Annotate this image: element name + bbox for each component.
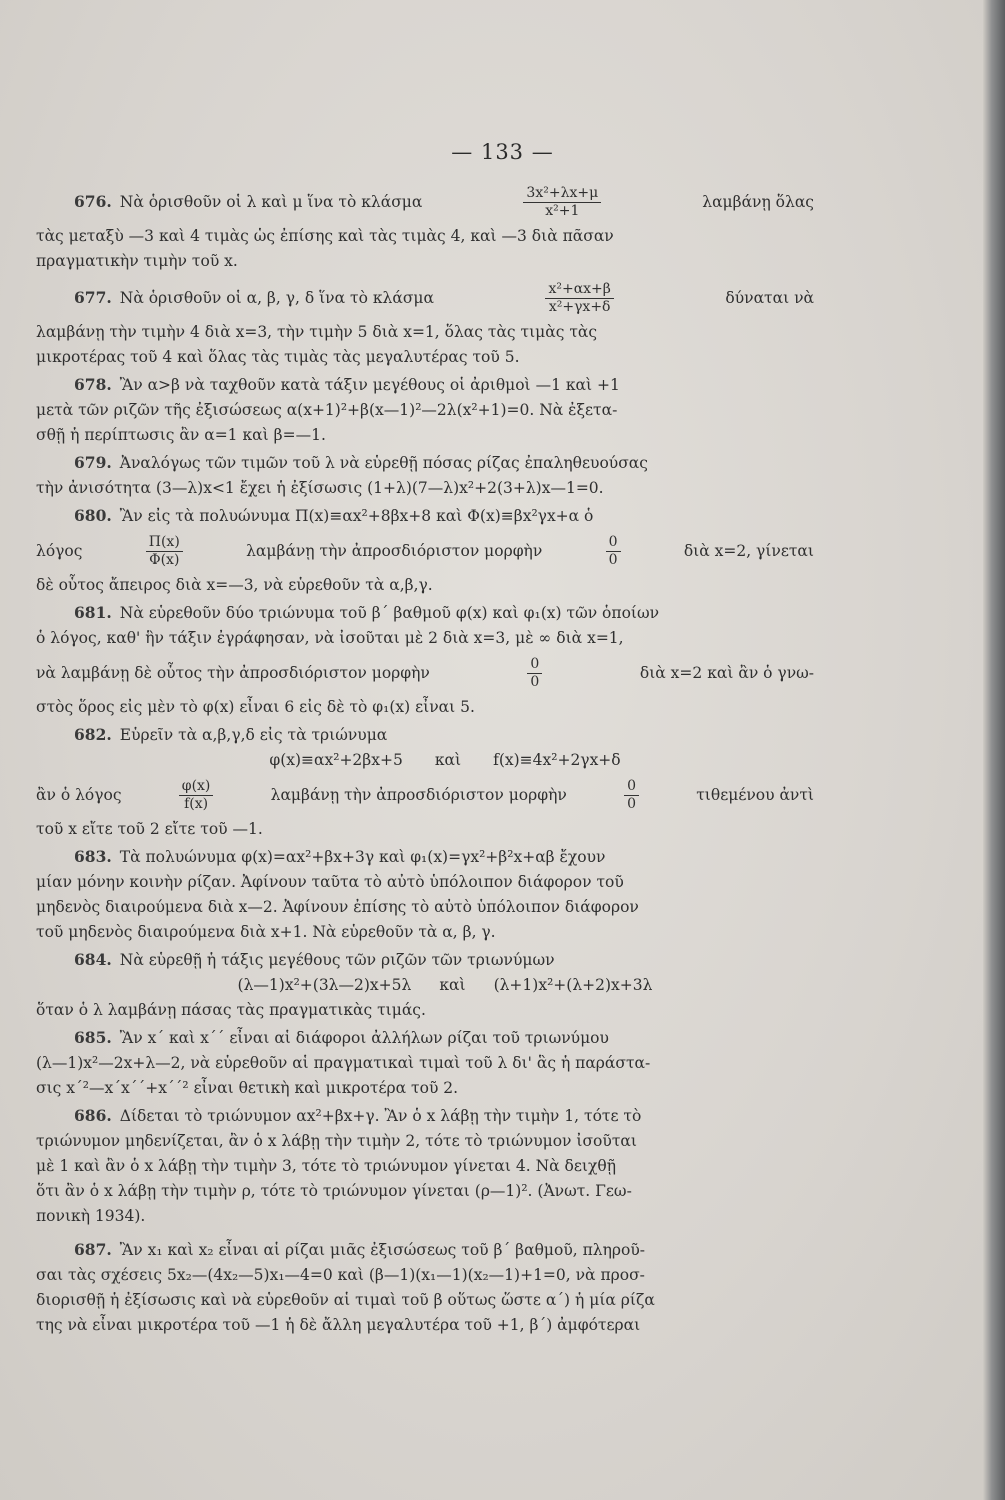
text-line: μετὰ τῶν ριζῶν τῆς ἐξισώσεως α(x+1)²+β(x—1)²—2λ(x²+1)=0. Νὰ ἐξετα- [36, 401, 618, 419]
problem-number: 684. [74, 950, 112, 969]
problem-679 [36, 450, 814, 501]
problem-677 [36, 276, 814, 370]
text-segment: Ἀναλόγως τῶν τιμῶν τοῦ λ νὰ εὑρεθῇ πόσας ρίζας ἐπαληθευούσας [119, 454, 648, 472]
text-segment: καὶ [434, 751, 462, 769]
problem-683 [36, 844, 814, 945]
problem-number: 687. [74, 1240, 112, 1259]
text-line [36, 1237, 814, 1263]
text-line [36, 529, 814, 573]
text-line: ὅτι ἂν ὁ x λάβῃ τὴν τιμὴν ρ, τότε τὸ τριώνυμον γίνεται (ρ—1)². (Ἀνωτ. Γεω- [36, 1182, 632, 1200]
fraction-denominator: f(x) [184, 795, 209, 812]
text-segment: Τὰ πολυώνυμα φ(x)=αx²+βx+3γ καὶ φ₁(x)=γx²+β²x+αβ ἔχουν [119, 848, 606, 866]
text-line: σαι τὰς σχέσεις 5x₂—(4x₂—5)x₁—4=0 καὶ (β—1)(x₁—1)(x₂—1)+1=0, νὰ προσ- [36, 1266, 645, 1284]
text-segment: Νὰ εὑρεθῇ ἡ τάξις μεγέθους τῶν ριζῶν τῶν τριωνύμων [119, 951, 555, 969]
text-line: τριώνυμον μηδενίζεται, ἂν ὁ x λάβῃ τὴν τιμὴν 2, τότε τὸ τριώνυμον ἰσοῦται [36, 1132, 637, 1150]
text-line: στὸς ὅρος εἰς μὲν τὸ φ(x) εἶναι 6 εἰς δὲ τὸ φ₁(x) εἶναι 5. [36, 698, 475, 716]
text-line: διορισθῇ ἡ ἐξίσωσις καὶ νὰ εὑρεθοῦν αἱ τιμαὶ τοῦ β οὕτως ὥστε α΄) ἡ μία ρίζα [36, 1291, 655, 1309]
fraction-denominator: x²+γx+δ [548, 298, 611, 315]
fraction [606, 534, 621, 569]
text-line [36, 1025, 814, 1051]
problem-number: 678. [74, 375, 112, 394]
problem-number: 683. [74, 847, 112, 866]
fraction-denominator: Φ(x) [149, 551, 180, 568]
text-segment: λαμβάνῃ τὴν ἀπροσδιόριστον μορφὴν [246, 541, 543, 560]
text-line: πονικὴ 1934). [36, 1207, 146, 1225]
text-segment: λόγος [36, 541, 83, 560]
equation: f(x)≡4x²+2γx+δ [493, 751, 621, 769]
fraction [179, 778, 214, 813]
fraction [545, 281, 613, 316]
text-line: λαμβάνῃ τὴν τιμὴν 4 διὰ x=3, τὴν τιμὴν 5 διὰ x=1, ὅλας τὰς τιμὰς τὰς [36, 323, 598, 341]
text-line: ὅταν ὁ λ λαμβάνῃ πάσας τὰς πραγματικὰς τιμάς. [36, 1001, 426, 1019]
fraction-denominator: 0 [608, 551, 618, 568]
problem-number: 676. [74, 192, 112, 211]
text-segment: Ἂν εἰς τὰ πολυώνυμα Π(x)≡αx²+8βx+8 καὶ Φ(x)≡βx²γx+α ὁ [119, 507, 594, 525]
text-line: τοῦ x εἴτε τοῦ 2 εἴτε τοῦ —1. [36, 820, 263, 838]
problem-number: 681. [74, 603, 112, 622]
text-segment: Δίδεται τὸ τριώνυμον αx²+βx+γ. Ἂν ὁ x λάβῃ τὴν τιμὴν 1, τότε τὸ [119, 1107, 642, 1125]
problem-687 [36, 1237, 814, 1338]
fraction-numerator: 3x²+λx+μ [523, 185, 601, 203]
text-line: τοῦ μηδενὸς διαιρούμενα διὰ x+1. Νὰ εὑρεθοῦν τὰ α, β, γ. [36, 923, 496, 941]
text-line: μίαν μόνην κοινὴν ρίζαν. Ἀφίνουν ταῦτα τὸ αὐτὸ ὑπόλοιπον διάφορον τοῦ [36, 873, 624, 891]
fraction-numerator: Π(x) [146, 534, 183, 552]
fraction-numerator: φ(x) [179, 778, 214, 796]
problem-686 [36, 1103, 814, 1229]
text-line [36, 773, 814, 817]
problem-682 [36, 722, 814, 842]
problem-number: 679. [74, 453, 112, 472]
problem-number: 677. [74, 288, 112, 307]
equation-line [36, 973, 814, 998]
text-segment: Ἂν α>β νὰ ταχθοῦν κατὰ τάξιν μεγέθους οἱ ἀριθμοὶ —1 καὶ +1 [119, 376, 620, 394]
text-line: ὁ λόγος, καθ' ἣν τάξιν ἐγράφησαν, νὰ ἰσοῦται μὲ 2 διὰ x=3, μὲ ∞ διὰ x=1, [36, 629, 624, 647]
text-line [36, 372, 814, 398]
text-segment: Ἂν x₁ καὶ x₂ εἶναι αἱ ρίζαι μιᾶς ἐξισώσεως τοῦ β΄ βαθμοῦ, πληροῦ- [119, 1241, 646, 1259]
text-line: τὰς μεταξὺ —3 καὶ 4 τιμὰς ὡς ἐπίσης καὶ τὰς τιμὰς 4, καὶ —3 διὰ πᾶσαν [36, 227, 614, 245]
text-segment: δύναται νὰ [725, 288, 814, 307]
text-line [36, 180, 814, 224]
fraction [527, 656, 542, 691]
text-segment: Νὰ ὁρισθοῦν οἱ α, β, γ, δ ἵνα τὸ κλάσμα [119, 289, 434, 307]
problem-number: 685. [74, 1028, 112, 1047]
text-segment: Ἂν x΄ καὶ x΄΄ εἶναι αἱ διάφοροι ἀλλήλων ρίζαι τοῦ τριωνύμου [119, 1029, 609, 1047]
problem-680 [36, 503, 814, 598]
fraction-numerator: 0 [624, 778, 639, 796]
problem-number: 682. [74, 725, 112, 744]
fraction-numerator: 0 [527, 656, 542, 674]
page-number: — 133 — [451, 140, 554, 164]
fraction-denominator: x²+1 [545, 202, 580, 219]
problem-684 [36, 947, 814, 1023]
problem-685 [36, 1025, 814, 1101]
text-line: σις x΄²—x΄x΄΄+x΄΄² εἶναι θετικὴ καὶ μικροτέρα τοῦ 2. [36, 1079, 459, 1097]
text-line [36, 600, 814, 626]
text-line [36, 450, 814, 476]
text-line: μικροτέρας τοῦ 4 καὶ ὅλας τὰς τιμὰς τὰς μεγαλυτέρας τοῦ 5. [36, 348, 520, 366]
problems-text [36, 180, 814, 1340]
text-line [36, 276, 814, 320]
problem-676 [36, 180, 814, 274]
text-line [36, 1103, 814, 1129]
text-line: τὴν ἀνισότητα (3—λ)x<1 ἔχει ἡ ἐξίσωσις (1+λ)(7—λ)x²+2(3+λ)x—1=0. [36, 479, 604, 497]
text-line: της νὰ εἶναι μικροτέρα τοῦ —1 ἡ δὲ ἄλλη μεγαλυτέρα τοῦ +1, β΄) ἀμφότεραι [36, 1316, 641, 1334]
text-segment: Εὑρεῖν τὰ α,β,γ,δ εἰς τὰ τριώνυμα [119, 726, 388, 744]
text-segment: Νὰ ὁρισθοῦν οἱ λ καὶ μ ἵνα τὸ κλάσμα [119, 193, 423, 211]
equation: (λ+1)x²+(λ+2)x+3λ [493, 976, 653, 994]
text-line: μηδενὸς διαιρούμενα διὰ x—2. Ἀφίνουν ἐπίσης τὸ αὐτὸ ὑπόλοιπον διάφορον [36, 898, 639, 916]
text-line: πραγματικὴν τιμὴν τοῦ x. [36, 252, 238, 270]
text-line [36, 947, 814, 973]
text-line [36, 503, 814, 529]
fraction-numerator: 0 [606, 534, 621, 552]
equation: φ(x)≡αx²+2βx+5 [269, 751, 403, 769]
equation-line [36, 748, 814, 773]
fraction [146, 534, 183, 569]
text-line: δὲ οὗτος ἄπειρος διὰ x=—3, νὰ εὑρεθοῦν τὰ α,β,γ. [36, 576, 433, 594]
text-segment: διὰ x=2 καὶ ἂν ὁ γνω- [639, 663, 814, 682]
fraction-numerator: x²+αx+β [545, 281, 613, 299]
text-segment: νὰ λαμβάνῃ δὲ οὗτος τὴν ἀπροσδιόριστον μορφὴν [36, 663, 430, 682]
text-segment: ἂν ὁ λόγος [36, 785, 122, 804]
fraction [523, 185, 601, 220]
text-segment: διὰ x=2, γίνεται [683, 541, 814, 560]
book-binding-edge [983, 0, 1005, 1500]
fraction-denominator: 0 [627, 795, 636, 812]
fraction [624, 778, 639, 813]
fraction-denominator: 0 [530, 673, 540, 690]
problem-number: 680. [74, 506, 112, 525]
problem-678 [36, 372, 814, 448]
text-segment: καὶ [439, 976, 466, 994]
text-line [36, 651, 814, 695]
text-line: (λ—1)x²—2x+λ—2, νὰ εὑρεθοῦν αἱ πραγματικαὶ τιμαὶ τοῦ λ δι' ἃς ἡ παράστα- [36, 1054, 651, 1072]
text-line: μὲ 1 καὶ ἂν ὁ x λάβῃ τὴν τιμὴν 3, τότε τὸ τριώνυμον γίνεται 4. Νὰ δειχθῇ [36, 1157, 617, 1175]
problem-number: 686. [74, 1106, 112, 1125]
text-segment: λαμβάνῃ ὅλας [702, 192, 814, 211]
text-segment: λαμβάνῃ τὴν ἀπροσδιόριστον μορφὴν [270, 785, 567, 804]
text-line: σθῇ ἡ περίπτωσις ἂν α=1 καὶ β=—1. [36, 426, 326, 444]
text-line [36, 844, 814, 870]
text-segment: Νὰ εὑρεθοῦν δύο τριώνυμα τοῦ β΄ βαθμοῦ φ(x) καὶ φ₁(x) τῶν ὁποίων [119, 604, 660, 622]
equation: (λ—1)x²+(3λ—2)x+5λ [237, 976, 412, 994]
text-line [36, 722, 814, 748]
problem-681 [36, 600, 814, 720]
text-segment: τιθεμένου ἀντὶ [696, 785, 814, 804]
